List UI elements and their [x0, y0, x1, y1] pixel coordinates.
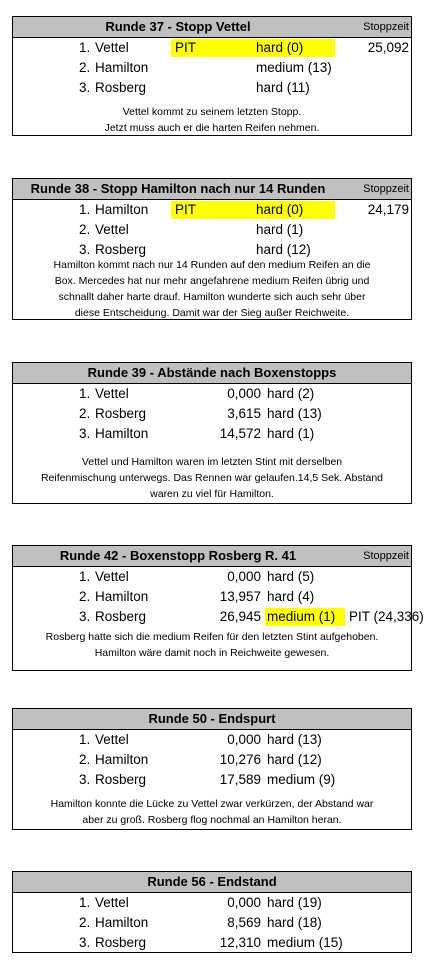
gap: 17,589: [219, 772, 261, 787]
block-runde-39: [12, 362, 412, 504]
commentary-line: Hamilton konnte die Lücke zu Vettel zwar verkürzen, der Abstand war: [50, 798, 374, 810]
table-row: [13, 220, 411, 240]
driver-name: Rosberg: [95, 80, 147, 95]
driver-name: Vettel: [95, 40, 129, 55]
block-runde-56: [12, 871, 412, 953]
tyre-highlight: [265, 608, 345, 626]
position: 1.: [79, 202, 91, 217]
pit-label: PIT: [175, 202, 197, 217]
block-header: [13, 546, 411, 567]
tyre: hard (1): [267, 426, 315, 441]
gap: 0,000: [227, 895, 261, 910]
commentary-line: waren zu viel für Hamilton.: [150, 488, 274, 500]
table-row: [13, 770, 411, 790]
driver-name: Rosberg: [95, 772, 147, 787]
gap: 26,945: [219, 609, 261, 624]
stoppzeit-label: Stoppzeit: [363, 183, 409, 195]
tyre: hard (19): [267, 895, 322, 910]
block-header: [13, 363, 411, 384]
driver-name: Rosberg: [95, 935, 147, 950]
gap: 0,000: [227, 569, 261, 584]
block-runde-38: [12, 178, 412, 320]
block-title: Runde 39 - Abstände nach Boxenstopps: [87, 365, 337, 380]
driver-name: Vettel: [95, 222, 129, 237]
driver-name: Rosberg: [95, 609, 147, 624]
gap: 0,000: [227, 386, 261, 401]
gap: 12,310: [219, 935, 261, 950]
gap: 14,572: [219, 426, 261, 441]
position: 2.: [79, 915, 91, 930]
position: 3.: [79, 426, 91, 441]
driver-name: Hamilton: [95, 915, 149, 930]
tyre: medium (13): [256, 60, 332, 75]
table-row: [13, 200, 411, 220]
table-row: [13, 38, 411, 58]
table-row: [13, 240, 411, 260]
table-row: [13, 567, 411, 587]
tyre: hard (4): [267, 589, 315, 604]
commentary: [13, 796, 411, 828]
commentary-line: schnallt daher harte drauf. Hamilton wunderte sich auch sehr über: [58, 291, 366, 303]
position: 2.: [79, 60, 91, 75]
tyre: hard (13): [267, 406, 322, 421]
tyre: medium (9): [267, 772, 336, 787]
driver-name: Rosberg: [95, 242, 147, 257]
commentary-line: Box. Mercedes hat nur mehr angefahrene medium Reifen übrig und: [54, 275, 370, 287]
commentary-line: Jetzt muss auch er die harten Reifen nehmen.: [104, 122, 320, 134]
position: 3.: [79, 80, 91, 95]
tyre: medium (15): [267, 935, 343, 950]
commentary-line: diese Entscheidung. Damit war der Sieg außer Reichweite.: [74, 307, 350, 319]
position: 3.: [79, 772, 91, 787]
pit-stop: PIT (24,336): [349, 609, 424, 624]
gap: 0,000: [227, 732, 261, 747]
block-header: [13, 17, 411, 38]
position: 2.: [79, 589, 91, 604]
table-row: [13, 893, 411, 913]
commentary-line: Rosberg hatte sich die medium Reifen für den letzten Stint aufgehoben.: [45, 631, 379, 643]
position: 1.: [79, 569, 91, 584]
table-row: [13, 404, 411, 424]
tyre: hard (2): [267, 386, 315, 401]
driver-name: Hamilton: [95, 426, 149, 441]
commentary-line: Reifenmischung unterwegs. Das Rennen war gelaufen.14,5 Sek. Abstand: [40, 472, 384, 484]
pit-highlight: [171, 39, 335, 57]
block-header: [13, 872, 411, 893]
table-row: [13, 750, 411, 770]
tyre: hard (13): [267, 732, 322, 747]
commentary: [13, 629, 411, 661]
tyre: hard (0): [256, 202, 304, 217]
stoppzeit-label: Stoppzeit: [363, 550, 409, 562]
table-row: [13, 384, 411, 404]
stop-time: 24,179: [367, 202, 409, 217]
driver-name: Vettel: [95, 386, 129, 401]
commentary-line: Vettel kommt zu seinem letzten Stopp.: [122, 106, 302, 118]
tyre: hard (12): [256, 242, 311, 257]
tyre: hard (0): [256, 40, 304, 55]
block-title: Runde 42 - Boxenstopp Rosberg R. 41: [59, 548, 297, 563]
block-runde-42: [12, 545, 424, 671]
position: 3.: [79, 609, 91, 624]
table-row: [13, 424, 411, 444]
block-title: Runde 56 - Endstand: [147, 874, 277, 889]
commentary: [13, 104, 411, 136]
driver-name: Hamilton: [95, 589, 149, 604]
commentary-line: Hamilton kommt nach nur 14 Runden auf den medium Reifen an die: [53, 259, 371, 271]
tyre: hard (11): [256, 80, 310, 95]
block-runde-50: [12, 708, 412, 830]
gap: 3,615: [227, 406, 261, 421]
commentary-line: Vettel und Hamilton waren im letzten Stint mit derselben: [81, 456, 343, 468]
commentary-line: aber zu groß. Rosberg flog nochmal an Hamilton heran.: [82, 814, 342, 826]
position: 2.: [79, 222, 91, 237]
stoppzeit-label: Stoppzeit: [363, 21, 409, 33]
block-title: Runde 38 - Stopp Hamilton nach nur 14 Runden: [30, 181, 326, 196]
tyre: hard (12): [267, 752, 322, 767]
driver-name: Vettel: [95, 569, 129, 584]
tyre: medium (1): [267, 609, 336, 624]
driver-name: Hamilton: [95, 752, 149, 767]
stop-time: 25,092: [367, 40, 409, 55]
tyre: hard (1): [256, 222, 304, 237]
commentary-line: Hamilton wäre damit noch in Reichweite gewesen.: [94, 647, 330, 659]
position: 1.: [79, 386, 91, 401]
block-header: [13, 709, 411, 730]
position: 1.: [79, 40, 91, 55]
commentary: [13, 454, 411, 502]
commentary: [13, 257, 411, 321]
tyre: hard (18): [267, 915, 322, 930]
pit-label: PIT: [175, 40, 197, 55]
gap: 13,957: [219, 589, 261, 604]
driver-name: Vettel: [95, 895, 129, 910]
driver-name: Hamilton: [95, 60, 149, 75]
driver-name: Vettel: [95, 732, 129, 747]
position: 3.: [79, 935, 91, 950]
driver-name: Hamilton: [95, 202, 149, 217]
position: 1.: [79, 732, 91, 747]
table-row: [13, 607, 424, 627]
table-row: [13, 933, 411, 953]
table-row: [13, 78, 411, 98]
position: 3.: [79, 242, 91, 257]
position: 2.: [79, 406, 91, 421]
gap: 10,276: [219, 752, 261, 767]
block-title: Runde 50 - Endspurt: [148, 711, 276, 726]
position: 1.: [79, 895, 91, 910]
driver-name: Rosberg: [95, 406, 147, 421]
pit-highlight: [171, 201, 335, 219]
block-runde-37: [12, 16, 412, 136]
gap: 8,569: [227, 915, 261, 930]
tyre: hard (5): [267, 569, 315, 584]
table-row: [13, 58, 411, 78]
table-row: [13, 587, 411, 607]
table-row: [13, 913, 411, 933]
block-header: [13, 179, 411, 200]
position: 2.: [79, 752, 91, 767]
table-row: [13, 730, 411, 750]
block-title: Runde 37 - Stopp Vettel: [105, 19, 251, 34]
